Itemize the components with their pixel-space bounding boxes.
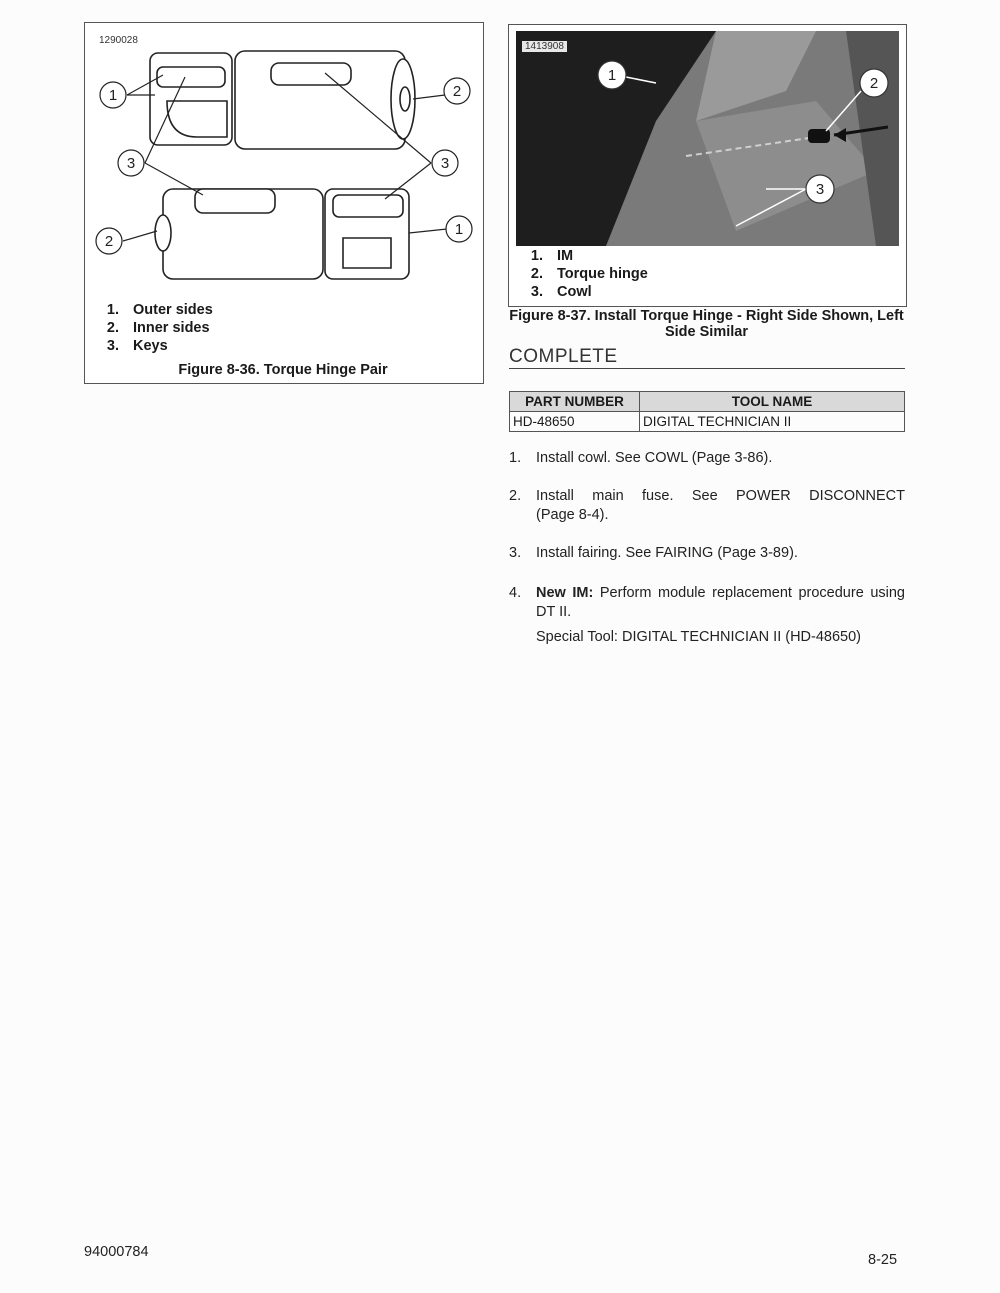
callout-number: 1 (607, 67, 617, 84)
callout-number: 1 (108, 87, 118, 104)
procedure-step (509, 449, 905, 469)
column-header: PART NUMBER (510, 392, 640, 412)
callout-number: 2 (452, 83, 462, 100)
section-heading: COMPLETE (509, 346, 618, 367)
step-text: Install cowl. See COWL (Page 3-86). (536, 450, 773, 466)
legend-item: 1. IM (530, 248, 574, 264)
tool-table (509, 391, 905, 432)
figure-caption: Figure 8-36. Torque Hinge Pair (178, 362, 388, 378)
table-row (510, 412, 905, 432)
step-number: 3. (509, 545, 522, 561)
step-text: (Page 8-4). (536, 507, 609, 523)
figure-torque-hinge-pair (84, 22, 484, 384)
part-number-cell: HD-48650 (510, 412, 640, 432)
photo-illustration (516, 31, 899, 246)
callout-number: 2 (104, 233, 114, 250)
legend-item: 1. Outer sides (106, 302, 213, 318)
step-number: 2. (509, 488, 522, 504)
figure-id: 1290028 (99, 35, 138, 46)
procedure-step (509, 544, 905, 564)
legend-item: 3. Keys (106, 338, 168, 354)
callout-number: 3 (126, 155, 136, 172)
page-number: 8-25 (868, 1252, 898, 1268)
step-number: 4. (509, 585, 522, 601)
figure-install-torque-hinge (508, 24, 907, 307)
callout-number: 2 (869, 75, 879, 92)
special-tool-note: Special Tool: DIGITAL TECHNICIAN II (HD-48650) (536, 629, 862, 645)
procedure-step (509, 584, 905, 654)
photo-install-torque-hinge (516, 31, 899, 246)
procedure-step (509, 487, 905, 527)
document-number: 94000784 (84, 1244, 149, 1260)
torque-hinge-illustration (85, 23, 483, 293)
column-header: TOOL NAME (640, 392, 905, 412)
step-emphasis: New IM: (536, 585, 594, 601)
figure-caption: Figure 8-37. Install Torque Hinge - Right Side Shown, Left Side Similar (509, 308, 904, 340)
step-text: Install fairing. See FAIRING (Page 3-89). (536, 545, 798, 561)
callout-number: 1 (454, 221, 464, 238)
step-text: DT II. (536, 604, 572, 620)
section-rule (509, 368, 905, 369)
step-text: Install main fuse. See POWER DISCONNECT (536, 488, 905, 504)
legend-item: 2. Inner sides (106, 320, 210, 336)
tool-name-cell: DIGITAL TECHNICIAN II (640, 412, 905, 432)
figure-id: 1413908 (522, 41, 567, 52)
step-text: Perform module replacement procedure using (593, 585, 905, 601)
callout-number: 3 (815, 181, 825, 198)
legend-item: 3. Cowl (530, 284, 592, 300)
step-number: 1. (509, 450, 522, 466)
callout-number: 3 (440, 155, 450, 172)
legend-item: 2. Torque hinge (530, 266, 648, 282)
